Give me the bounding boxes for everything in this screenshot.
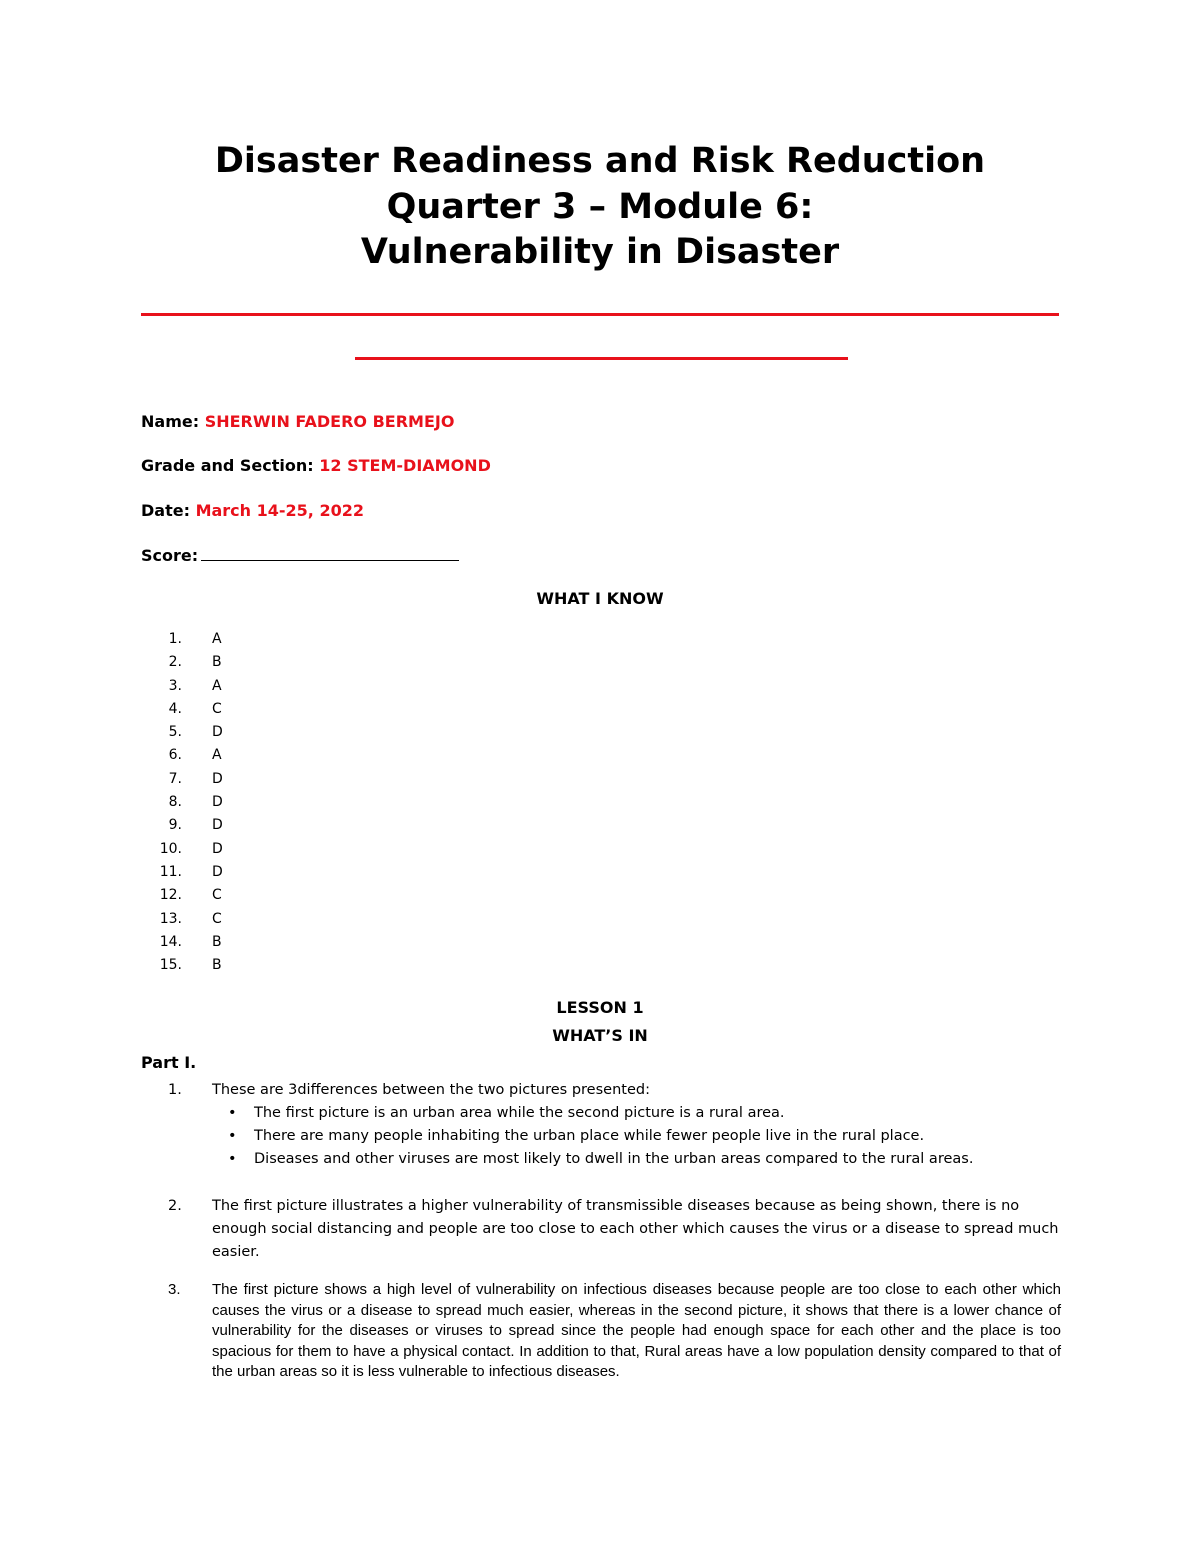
answer-letter: B — [212, 654, 222, 671]
answer-letter: D — [212, 794, 223, 811]
item-number: 3. — [168, 1281, 181, 1298]
answer-number: 12. — [159, 887, 182, 904]
date-label: Date: — [141, 501, 190, 520]
answer-row — [141, 814, 441, 837]
answer-row — [141, 838, 441, 861]
whats-in-heading: WHAT’S IN — [552, 1026, 648, 1045]
answer-number: 5. — [168, 724, 182, 741]
answer-letter: A — [212, 677, 222, 694]
answer-letter: B — [212, 933, 222, 950]
list-item-2 — [141, 1195, 1061, 1264]
answer-row — [141, 768, 441, 791]
grade-value: 12 STEM-DIAMOND — [319, 456, 491, 475]
answer-row — [141, 651, 441, 674]
answer-row — [141, 884, 441, 907]
answer-letter: D — [212, 770, 223, 787]
list-item-3 — [141, 1280, 1061, 1383]
answer-number: 14. — [159, 933, 182, 950]
answer-row — [141, 721, 441, 744]
title-line-3: Vulnerability in Disaster — [360, 232, 840, 272]
answer-letter: A — [212, 747, 222, 764]
item-number: 2. — [168, 1198, 182, 1214]
answer-number: 4. — [168, 700, 182, 717]
answer-letter: C — [212, 700, 222, 717]
bullet-item: • There are many people inhabiting the urban place while fewer people live in the rural place. — [254, 1125, 1061, 1148]
answer-number: 11. — [159, 863, 182, 880]
answer-number: 2. — [168, 654, 182, 671]
answer-row — [141, 908, 441, 931]
red-divider-long — [141, 313, 1059, 316]
grade-section-field — [141, 455, 491, 477]
answer-number: 6. — [168, 747, 182, 764]
answer-row — [141, 954, 441, 977]
answer-number: 9. — [168, 817, 182, 834]
answer-number: 15. — [159, 957, 182, 974]
answer-letter: A — [212, 631, 222, 647]
red-divider-short — [355, 357, 848, 360]
answer-row — [141, 791, 441, 814]
answer-number: 3. — [168, 677, 182, 694]
answer-row — [141, 698, 441, 721]
score-label: Score: — [141, 546, 199, 565]
answer-row — [141, 861, 441, 884]
answer-letter: B — [212, 957, 222, 974]
lesson-heading: LESSON 1 — [556, 998, 644, 1017]
answer-letter: C — [212, 887, 222, 904]
title-line-1: Disaster Readiness and Risk Reduction — [214, 141, 986, 181]
answer-letter: D — [212, 863, 223, 880]
answer-letter: C — [212, 910, 222, 927]
name-value: SHERWIN FADERO BERMEJO — [204, 412, 455, 431]
bullet-item: • The first picture is an urban area while the second picture is a rural area. — [254, 1102, 1061, 1125]
score-blank-line — [201, 544, 459, 561]
date-value: March 14-25, 2022 — [195, 501, 364, 520]
answer-number: 10. — [159, 840, 182, 857]
answer-number: 1. — [168, 631, 182, 647]
title-line-2: Quarter 3 – Module 6: — [386, 187, 814, 227]
answer-number: 13. — [159, 910, 182, 927]
item-3-text: The first picture shows a high level of vulnerability on infectious diseases because people are too close to each other which causes the virus or a disease to spread much easier, whereas in the second picture, it shows that there is a lower chance of vulnerability for the diseases or viruses to spread since the people had enough space for each other and the place is too spacious for them to have a physical contact. In addition to that, Rural areas have a low population density compared to that of the urban areas so it is less vulnerable to infectious diseases. — [212, 1281, 1061, 1380]
answer-list — [141, 628, 441, 977]
answer-letter: D — [212, 817, 223, 834]
answer-row — [141, 675, 441, 698]
part-label: Part I. — [141, 1053, 197, 1072]
answer-number: 7. — [168, 770, 182, 787]
answer-letter: D — [212, 840, 223, 857]
date-field — [141, 500, 364, 522]
bullet-item: • Diseases and other viruses are most likely to dwell in the urban areas compared to the rural areas. — [254, 1148, 1061, 1171]
list-item-1 — [141, 1079, 1061, 1171]
answer-row — [141, 744, 441, 767]
answer-number: 8. — [168, 794, 182, 811]
answer-letter: D — [212, 724, 223, 741]
item-1-text: These are 3differences between the two pictures presented: — [212, 1082, 650, 1098]
name-field — [141, 411, 454, 433]
grade-label: Grade and Section: — [141, 456, 314, 475]
name-label: Name: — [141, 412, 200, 431]
item-2-text: The first picture illustrates a higher vulnerability of transmissible diseases because as being shown, there is no enough social distancing and people are too close to each other which causes the virus or a disease to spread much easier. — [212, 1198, 1059, 1260]
what-i-know-heading: WHAT I KNOW — [536, 589, 664, 608]
item-number: 1. — [168, 1082, 182, 1098]
answer-row — [141, 931, 441, 954]
score-field — [141, 544, 459, 567]
answer-row — [141, 628, 441, 651]
